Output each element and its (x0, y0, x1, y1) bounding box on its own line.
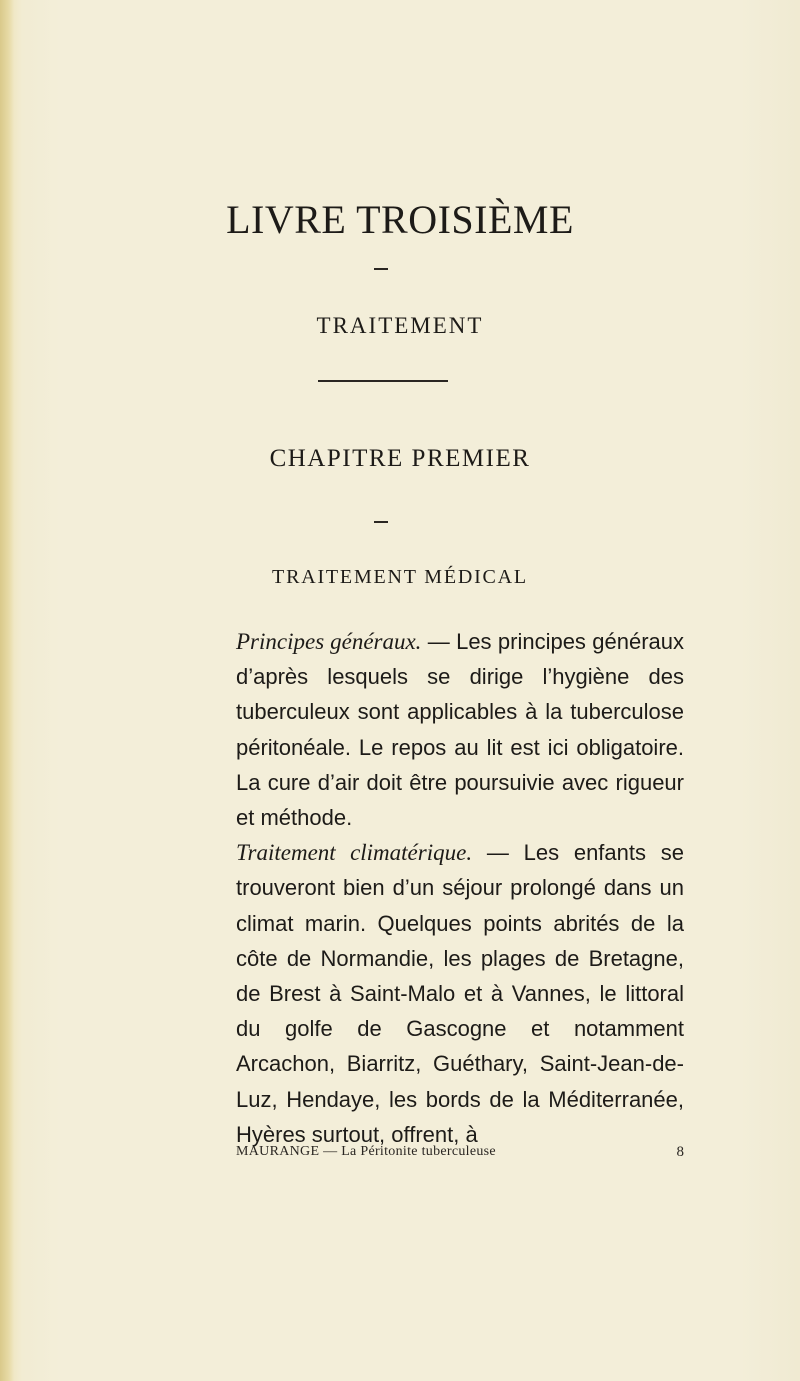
paragraph-climaterique (236, 835, 684, 1152)
chapter-dash (374, 521, 388, 523)
paragraph-heading: Principes généraux. (236, 629, 422, 654)
chapter-subtitle: TRAITEMENT MÉDICAL (272, 566, 528, 588)
paragraph-text: — Les enfants se trouveront bien d’un séjour prolongé dans un climat marin. Quelques points abrités de la côte de Normandie, les plages de Bretagne, de Brest à Saint-Malo et à Vannes, le littoral du golfe de Gascogne et notamment Arcachon, Biarritz, Guéthary, Saint-Jean-de-Luz, Hendaye, les bords de la Méditerranée, Hyères surtout, offrent, à (236, 840, 684, 1147)
paragraph-heading: Traitement climatérique. (236, 840, 473, 866)
chapter-title: CHAPITRE PREMIER (269, 445, 531, 472)
footer-signature: MAURANGE — La Péritonite tuberculeuse (236, 1144, 496, 1159)
section-title: TRAITEMENT (316, 313, 484, 338)
paragraph-principes (236, 624, 684, 835)
page-footer (236, 1144, 684, 1166)
paragraph-text: — Les principes généraux d’après lesquels se dirige l’hygiène des tuberculeux sont applicables à la tuberculose péritonéale. Le repos au lit est ici obligatoire. La cure d’air doit être poursuivie avec rigueur et méthode. (236, 629, 684, 831)
body-text (236, 624, 684, 1152)
book-title: LIVRE TROISIÈME (226, 197, 574, 242)
page-number: 8 (676, 1144, 684, 1160)
section-rule (318, 380, 448, 382)
section-dash (374, 268, 388, 270)
